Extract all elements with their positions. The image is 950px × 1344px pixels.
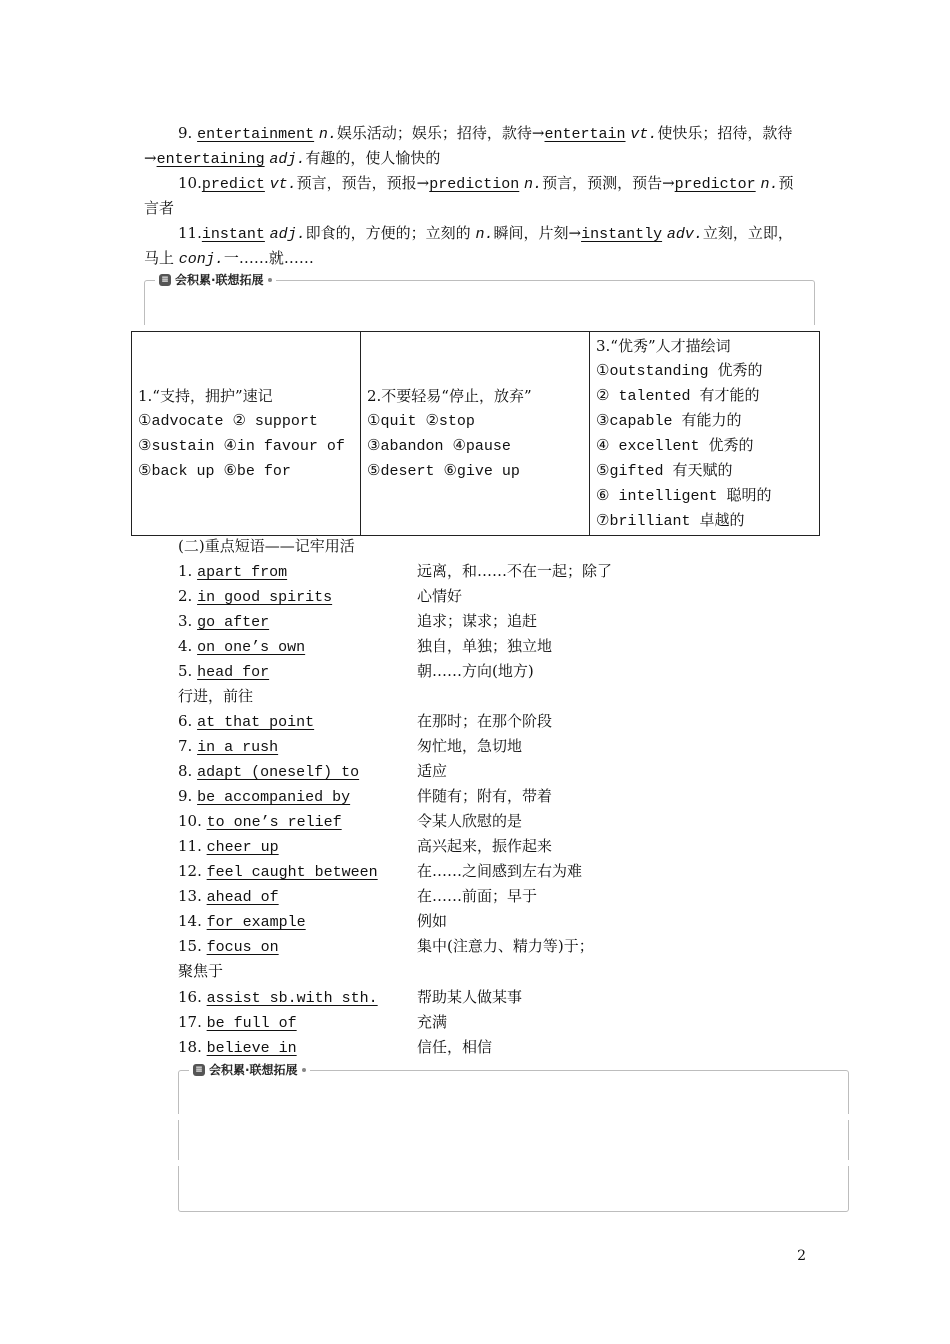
phrase-en: to one’s relief: [206, 814, 342, 831]
cell-line: ④ excellent 优秀的: [596, 437, 754, 455]
box-gap: [844, 1114, 850, 1120]
phrase-meaning: 高兴起来，振作起来: [417, 837, 553, 855]
part-of-speech: n.: [318, 126, 337, 143]
headword: instant: [201, 226, 265, 243]
phrase-item: [178, 861, 378, 883]
phrase-meaning: 令某人欣慰的是: [417, 812, 523, 830]
arrow: →: [144, 149, 157, 167]
word-entry-10: [178, 173, 793, 195]
part-of-speech: n.: [760, 176, 779, 193]
phrase-meaning: 独自，单独；独立地: [417, 637, 553, 655]
phrase-meaning: 伴随有；附有，带着: [417, 787, 553, 805]
phrase-number: 11.: [178, 837, 202, 855]
phrase-number: 2.: [178, 587, 193, 605]
synonym-table: [131, 331, 820, 536]
cell-line: ⑤gifted 有天赋的: [596, 462, 733, 480]
phrase-item: [178, 586, 332, 608]
part-of-speech: adv.: [666, 226, 703, 243]
phrase-en: ahead of: [206, 889, 279, 906]
phrase-number: 4.: [178, 637, 193, 655]
cell-line: ③sustain ④in favour of: [138, 437, 345, 455]
phrase-en: head for: [197, 664, 270, 681]
phrase-number: 15.: [178, 937, 202, 955]
meaning: 瞬间，片刻→: [493, 224, 582, 242]
phrase-en: be full of: [206, 1015, 297, 1032]
derived-word: prediction: [429, 176, 520, 193]
meaning: 预: [778, 174, 794, 192]
derived-word: entertaining: [156, 151, 265, 168]
meaning: 有趣的，使人愉快的: [305, 149, 441, 167]
phrase-item: [178, 661, 269, 683]
phrase-number: 14.: [178, 912, 202, 930]
phrase-en: on one’s own: [197, 639, 306, 656]
phrase-item: [178, 736, 278, 758]
phrase-number: 6.: [178, 712, 193, 730]
cell-line: ② talented 有才能的: [596, 387, 760, 405]
cell-line: ⑥ intelligent 聪明的: [596, 487, 772, 505]
headword: entertainment: [197, 126, 315, 143]
cell-title: 1.“支持，拥护”速记: [138, 386, 273, 405]
cell-line: ③abandon ④pause: [367, 437, 511, 455]
phrase-meaning: 在……前面；早于: [417, 887, 538, 905]
phrase-en: feel caught between: [206, 864, 378, 881]
cell-line: ⑦brilliant 卓越的: [596, 512, 745, 530]
phrase-number: 12.: [178, 862, 202, 880]
phrase-item: [178, 636, 305, 658]
phrase-meaning: 集中(注意力、精力等)于；: [417, 937, 594, 955]
phrase-en: focus on: [206, 939, 279, 956]
extension-box-1: [144, 273, 815, 325]
phrase-en: cheer up: [206, 839, 279, 856]
book-icon: ≡: [159, 274, 171, 286]
meaning: 言者: [144, 199, 175, 217]
phrase-meaning: 追求；谋求；追赶: [417, 612, 538, 630]
phrase-meaning: 帮助某人做某事: [417, 988, 523, 1006]
cell-title: 2.不要轻易“停止，放弃”: [367, 386, 532, 405]
word-entry-11-cont: [144, 248, 314, 270]
meaning: 预言，预测，预告→: [542, 174, 675, 192]
phrase-meaning: 在……之间感到左右为难: [417, 862, 583, 880]
derived-word: instantly: [581, 226, 663, 243]
meaning: 预言，预告，预报→: [296, 174, 430, 192]
entry-number: 9.: [178, 124, 193, 142]
cell-line: ①quit ②stop: [367, 412, 475, 430]
page-number: 2: [797, 1248, 806, 1264]
phrase-item: [178, 761, 359, 783]
phrase-meaning: 在那时；在那个阶段: [417, 712, 553, 730]
phrase-number: 17.: [178, 1013, 202, 1031]
phrase-number: 18.: [178, 1038, 202, 1056]
table-cell-excellent: [590, 332, 820, 536]
table-cell-support: [132, 332, 361, 536]
phrase-meaning: 例如: [417, 912, 448, 930]
phrase-number: 10.: [178, 812, 202, 830]
phrase-en: for example: [206, 914, 306, 931]
phrase-meaning-cont: 聚焦于: [178, 962, 224, 980]
phrase-item: [178, 911, 306, 933]
meaning: 娱乐活动；娱乐；招待，款待→: [336, 124, 545, 142]
meaning: 立刻，立即，: [702, 224, 793, 242]
phrase-en: assist sb.with sth.: [206, 990, 378, 1007]
phrase-en: at that point: [197, 714, 315, 731]
cell-line: ①advocate ② support: [138, 412, 318, 430]
dot-icon: [302, 1068, 306, 1072]
word-entry-9: [178, 123, 792, 145]
phrase-en: apart from: [197, 564, 288, 581]
phrase-item: [178, 987, 378, 1009]
phrase-number: 13.: [178, 887, 202, 905]
part-of-speech: vt.: [630, 126, 658, 143]
meaning: 使快乐；招待，款待: [657, 124, 793, 142]
table-cell-stop: [361, 332, 590, 536]
meaning: 马上: [144, 249, 175, 267]
cell-line: ③capable 有能力的: [596, 412, 742, 430]
phrase-meaning: 远离，和……不在一起；除了: [417, 562, 613, 580]
cell-line: ⑤back up ⑥be for: [138, 462, 291, 480]
phrase-en: believe in: [206, 1040, 297, 1057]
phrase-meaning: 朝……方向(地方): [417, 662, 534, 680]
part-of-speech: n.: [524, 176, 543, 193]
phrase-en: in a rush: [197, 739, 279, 756]
meaning: 一……就……: [223, 249, 314, 267]
phrase-meaning: 信任，相信: [417, 1038, 493, 1056]
phrase-number: 3.: [178, 612, 193, 630]
entry-number: 11.: [178, 224, 202, 242]
phrase-item: [178, 611, 269, 633]
word-entry-9-cont: [144, 148, 440, 170]
box-gap: [175, 1160, 181, 1166]
box-gap: [844, 1160, 850, 1166]
phrase-number: 5.: [178, 662, 193, 680]
box-label-text: 会积累·联想拓展: [209, 1063, 298, 1077]
phrase-meaning-cont: 行进，前往: [178, 687, 254, 705]
part-of-speech: conj.: [178, 251, 224, 268]
phrase-item: [178, 836, 279, 858]
phrase-number: 8.: [178, 762, 193, 780]
derived-word: predictor: [674, 176, 756, 193]
entry-number: 10.: [178, 174, 202, 192]
section-heading: (二)重点短语——记牢用活: [178, 537, 355, 555]
phrase-item: [178, 561, 287, 583]
phrase-item: [178, 711, 314, 733]
phrase-number: 1.: [178, 562, 193, 580]
box-label: [189, 1062, 310, 1078]
word-entry-11: [178, 223, 793, 245]
phrase-en: go after: [197, 614, 270, 631]
phrase-item: [178, 811, 342, 833]
book-icon: ≡: [193, 1064, 205, 1076]
word-entry-10-cont: [144, 198, 174, 218]
box-label: [155, 272, 276, 288]
phrase-number: 9.: [178, 787, 193, 805]
phrase-en: in good spirits: [197, 589, 333, 606]
derived-word: entertain: [544, 126, 626, 143]
extension-box-2: [178, 1063, 849, 1212]
phrase-number: 16.: [178, 988, 202, 1006]
phrase-item: [178, 936, 279, 958]
box-label-text: 会积累·联想拓展: [175, 273, 264, 287]
part-of-speech: vt.: [269, 176, 297, 193]
meaning: 即食的，方便的；立刻的: [305, 224, 471, 242]
part-of-speech: adj.: [269, 226, 306, 243]
box-gap: [175, 1114, 181, 1120]
cell-title: 3.“优秀”人才描绘词: [596, 336, 731, 355]
headword: predict: [201, 176, 265, 193]
phrase-number: 7.: [178, 737, 193, 755]
cell-line: ⑤desert ⑥give up: [367, 462, 520, 480]
dot-icon: [268, 278, 272, 282]
part-of-speech: adj.: [269, 151, 306, 168]
phrase-meaning: 适应: [417, 762, 448, 780]
phrase-item: [178, 1037, 297, 1059]
phrase-en: be accompanied by: [197, 789, 351, 806]
cell-line: ①outstanding 优秀的: [596, 362, 763, 380]
phrase-item: [178, 886, 279, 908]
phrase-meaning: 匆忙地，急切地: [417, 737, 523, 755]
phrase-item: [178, 786, 350, 808]
phrase-item: [178, 1012, 297, 1034]
phrase-meaning: 心情好: [417, 587, 463, 605]
phrase-meaning: 充满: [417, 1013, 448, 1031]
phrase-en: adapt (oneself) to: [197, 764, 360, 781]
part-of-speech: n.: [475, 226, 494, 243]
